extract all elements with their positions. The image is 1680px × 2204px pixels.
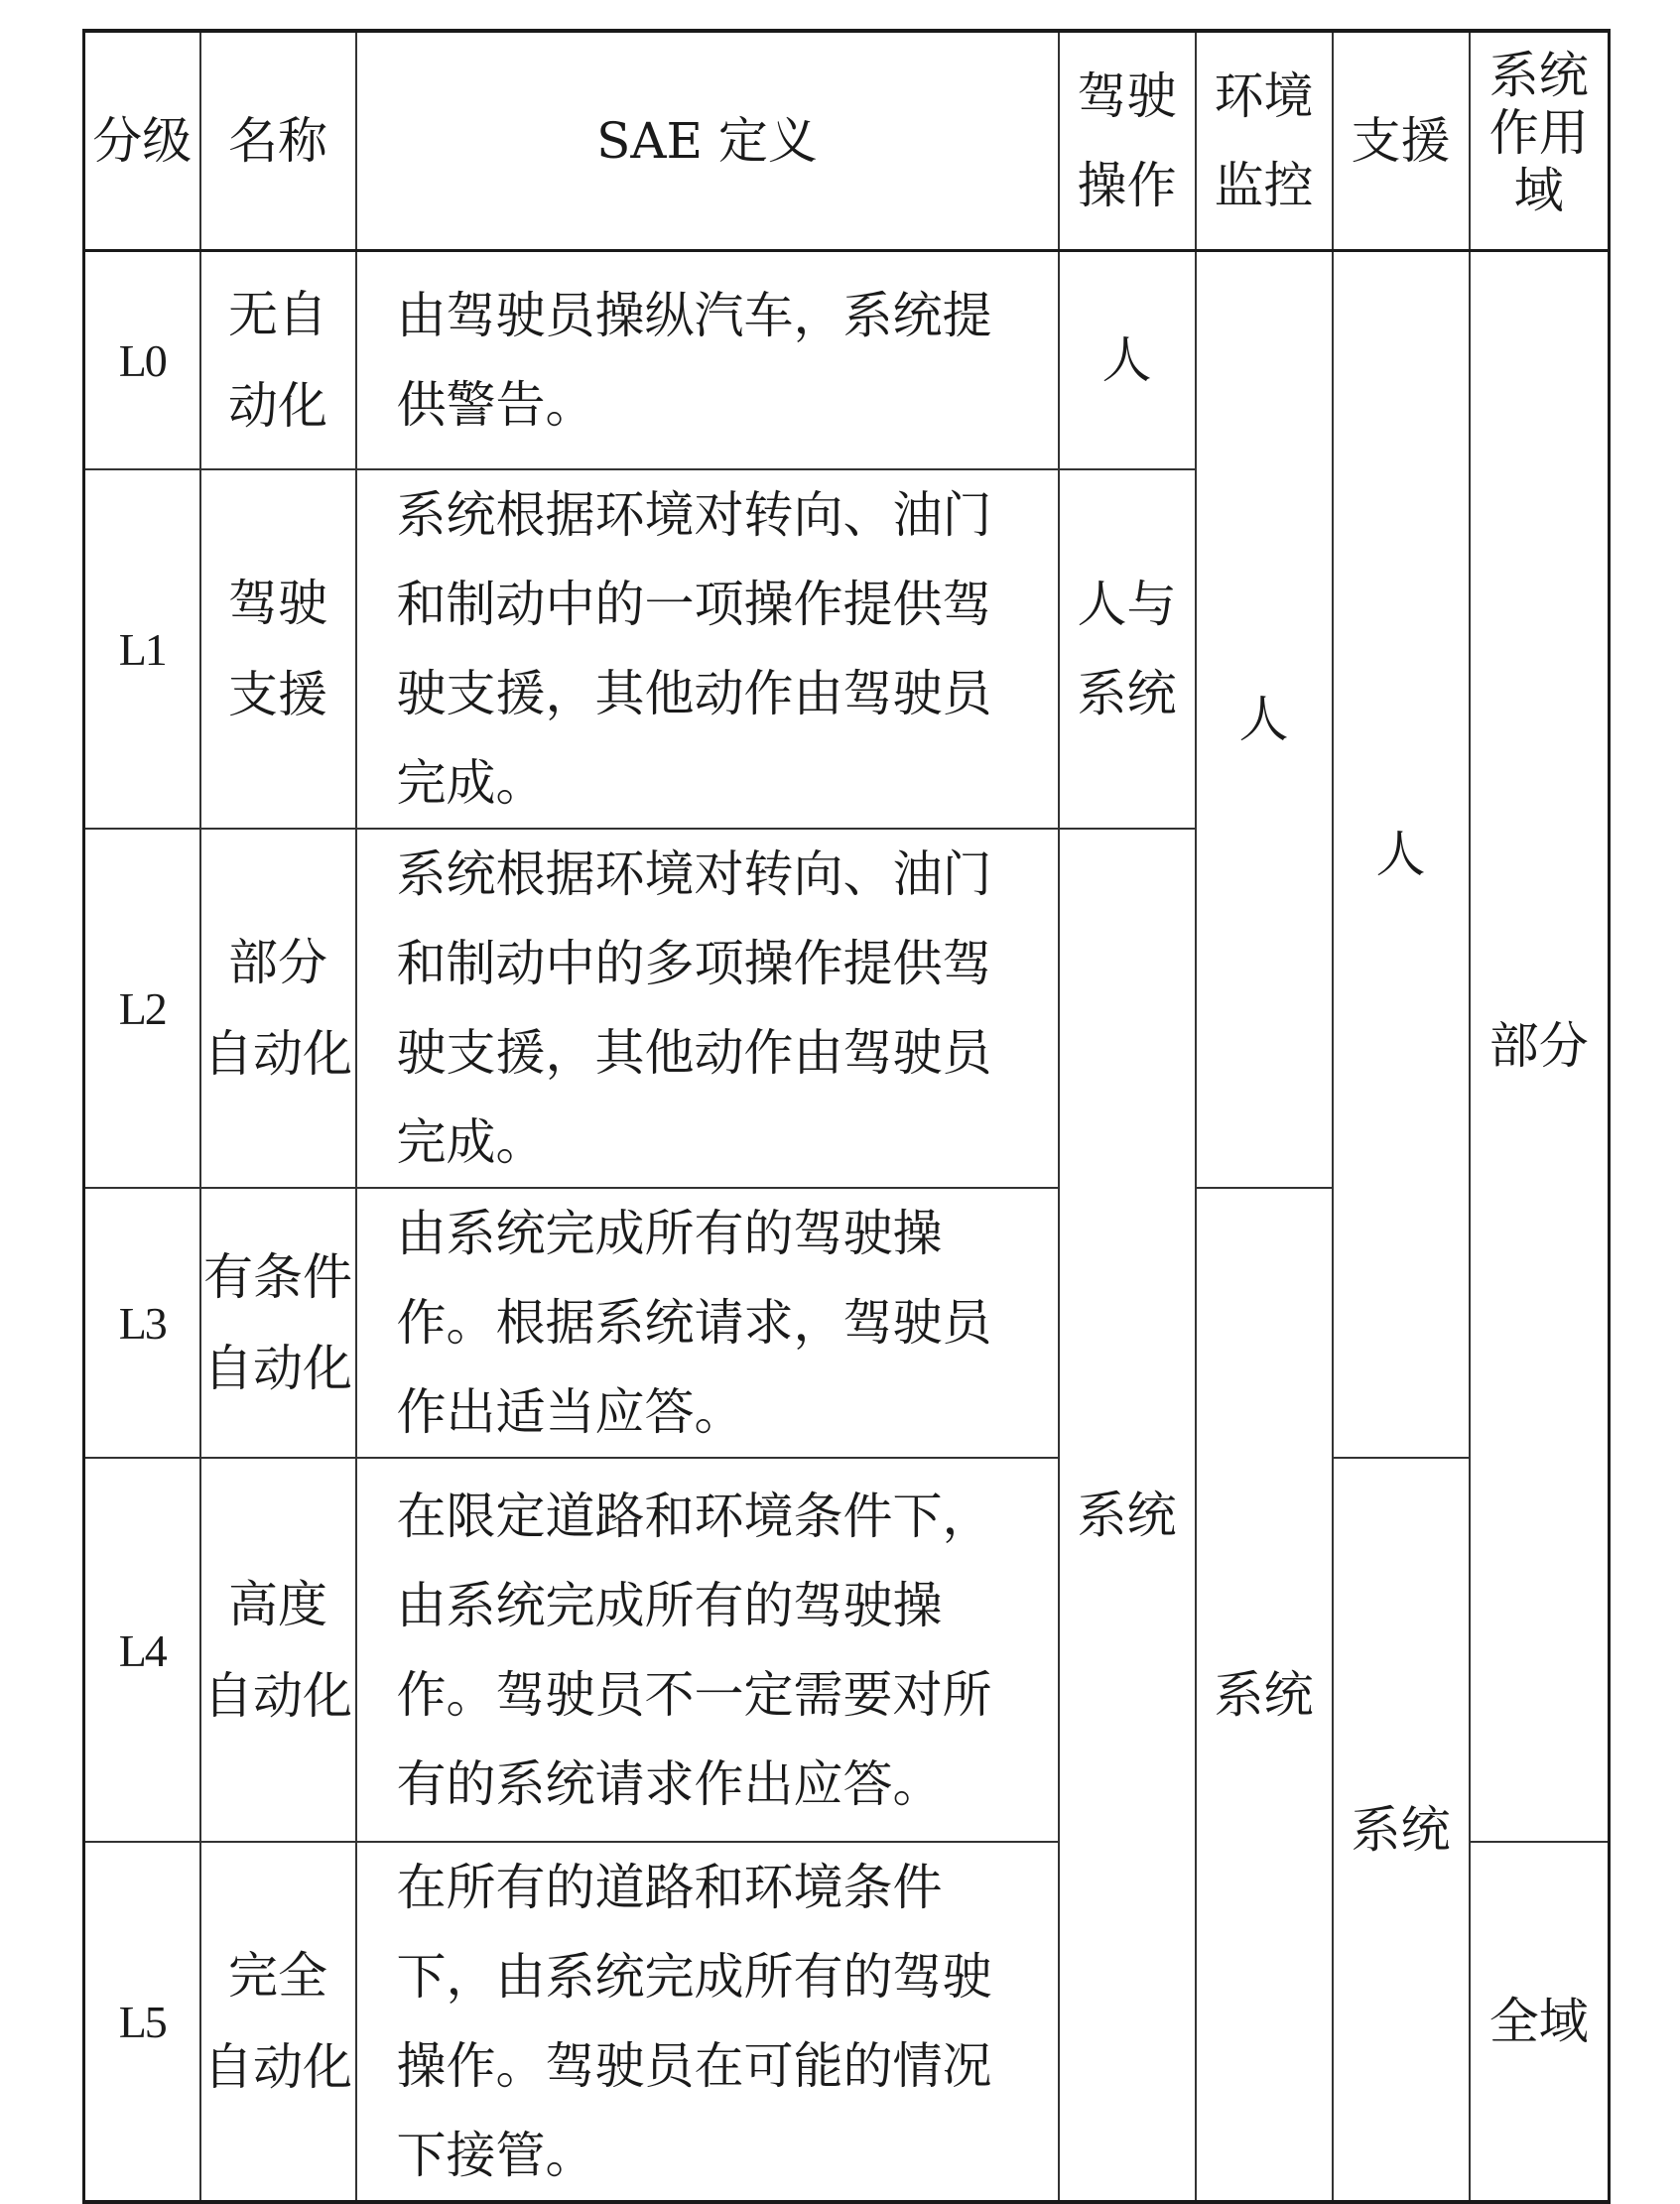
sae-automation-levels-table bbox=[82, 29, 1611, 2204]
header-environment-monitoring: 环境 监控 bbox=[1196, 31, 1333, 250]
header-level: 分级 bbox=[84, 31, 200, 250]
level-cell: L0 bbox=[84, 250, 200, 469]
header-driving-operation: 驾驶 操作 bbox=[1059, 31, 1196, 250]
level-cell: L2 bbox=[84, 829, 200, 1188]
level-cell: L3 bbox=[84, 1188, 200, 1458]
level-cell: L5 bbox=[84, 1842, 200, 2202]
driving-operation-l1: 人与 系统 bbox=[1059, 469, 1196, 829]
support-l0-l3: 人 bbox=[1333, 250, 1470, 1458]
header-row bbox=[84, 31, 1610, 250]
header-system-domain: 系统 作用 域 bbox=[1470, 31, 1610, 250]
driving-operation-l0: 人 bbox=[1059, 250, 1196, 469]
system-domain-l0-l4: 部分 bbox=[1470, 250, 1610, 1842]
table-row-l0 bbox=[84, 250, 1610, 469]
driving-operation-l2-l5: 系统 bbox=[1059, 829, 1196, 2202]
table-row-l4 bbox=[84, 1458, 1610, 1842]
header-support: 支援 bbox=[1333, 31, 1470, 250]
name-cell: 有条件 自动化 bbox=[200, 1188, 356, 1458]
definition-cell: 由驾驶员操纵汽车，系统提供警告。 bbox=[356, 250, 1059, 469]
name-cell: 驾驶 支援 bbox=[200, 469, 356, 829]
definition-cell: 在限定道路和环境条件下，由系统完成所有的驾驶操作。驾驶员不一定需要对所有的系统请求作出应答。 bbox=[356, 1458, 1059, 1842]
name-cell: 高度 自动化 bbox=[200, 1458, 356, 1842]
name-cell: 完全 自动化 bbox=[200, 1842, 356, 2202]
header-name: 名称 bbox=[200, 31, 356, 250]
definition-cell: 在所有的道路和环境条件下，由系统完成所有的驾驶操作。驾驶员在可能的情况下接管。 bbox=[356, 1842, 1059, 2202]
definition-cell: 系统根据环境对转向、油门和制动中的多项操作提供驾驶支援，其他动作由驾驶员完成。 bbox=[356, 829, 1059, 1188]
name-cell: 无自 动化 bbox=[200, 250, 356, 469]
name-cell: 部分 自动化 bbox=[200, 829, 356, 1188]
system-domain-l5: 全域 bbox=[1470, 1842, 1610, 2202]
header-definition: SAE 定义 bbox=[356, 31, 1059, 250]
support-l4-l5: 系统 bbox=[1333, 1458, 1470, 2202]
definition-cell: 由系统完成所有的驾驶操作。根据系统请求，驾驶员作出适当应答。 bbox=[356, 1188, 1059, 1458]
environment-monitoring-l3-l5: 系统 bbox=[1196, 1188, 1333, 2202]
level-cell: L1 bbox=[84, 469, 200, 829]
environment-monitoring-l0-l2: 人 bbox=[1196, 250, 1333, 1188]
definition-cell: 系统根据环境对转向、油门和制动中的一项操作提供驾驶支援，其他动作由驾驶员完成。 bbox=[356, 469, 1059, 829]
level-cell: L4 bbox=[84, 1458, 200, 1842]
